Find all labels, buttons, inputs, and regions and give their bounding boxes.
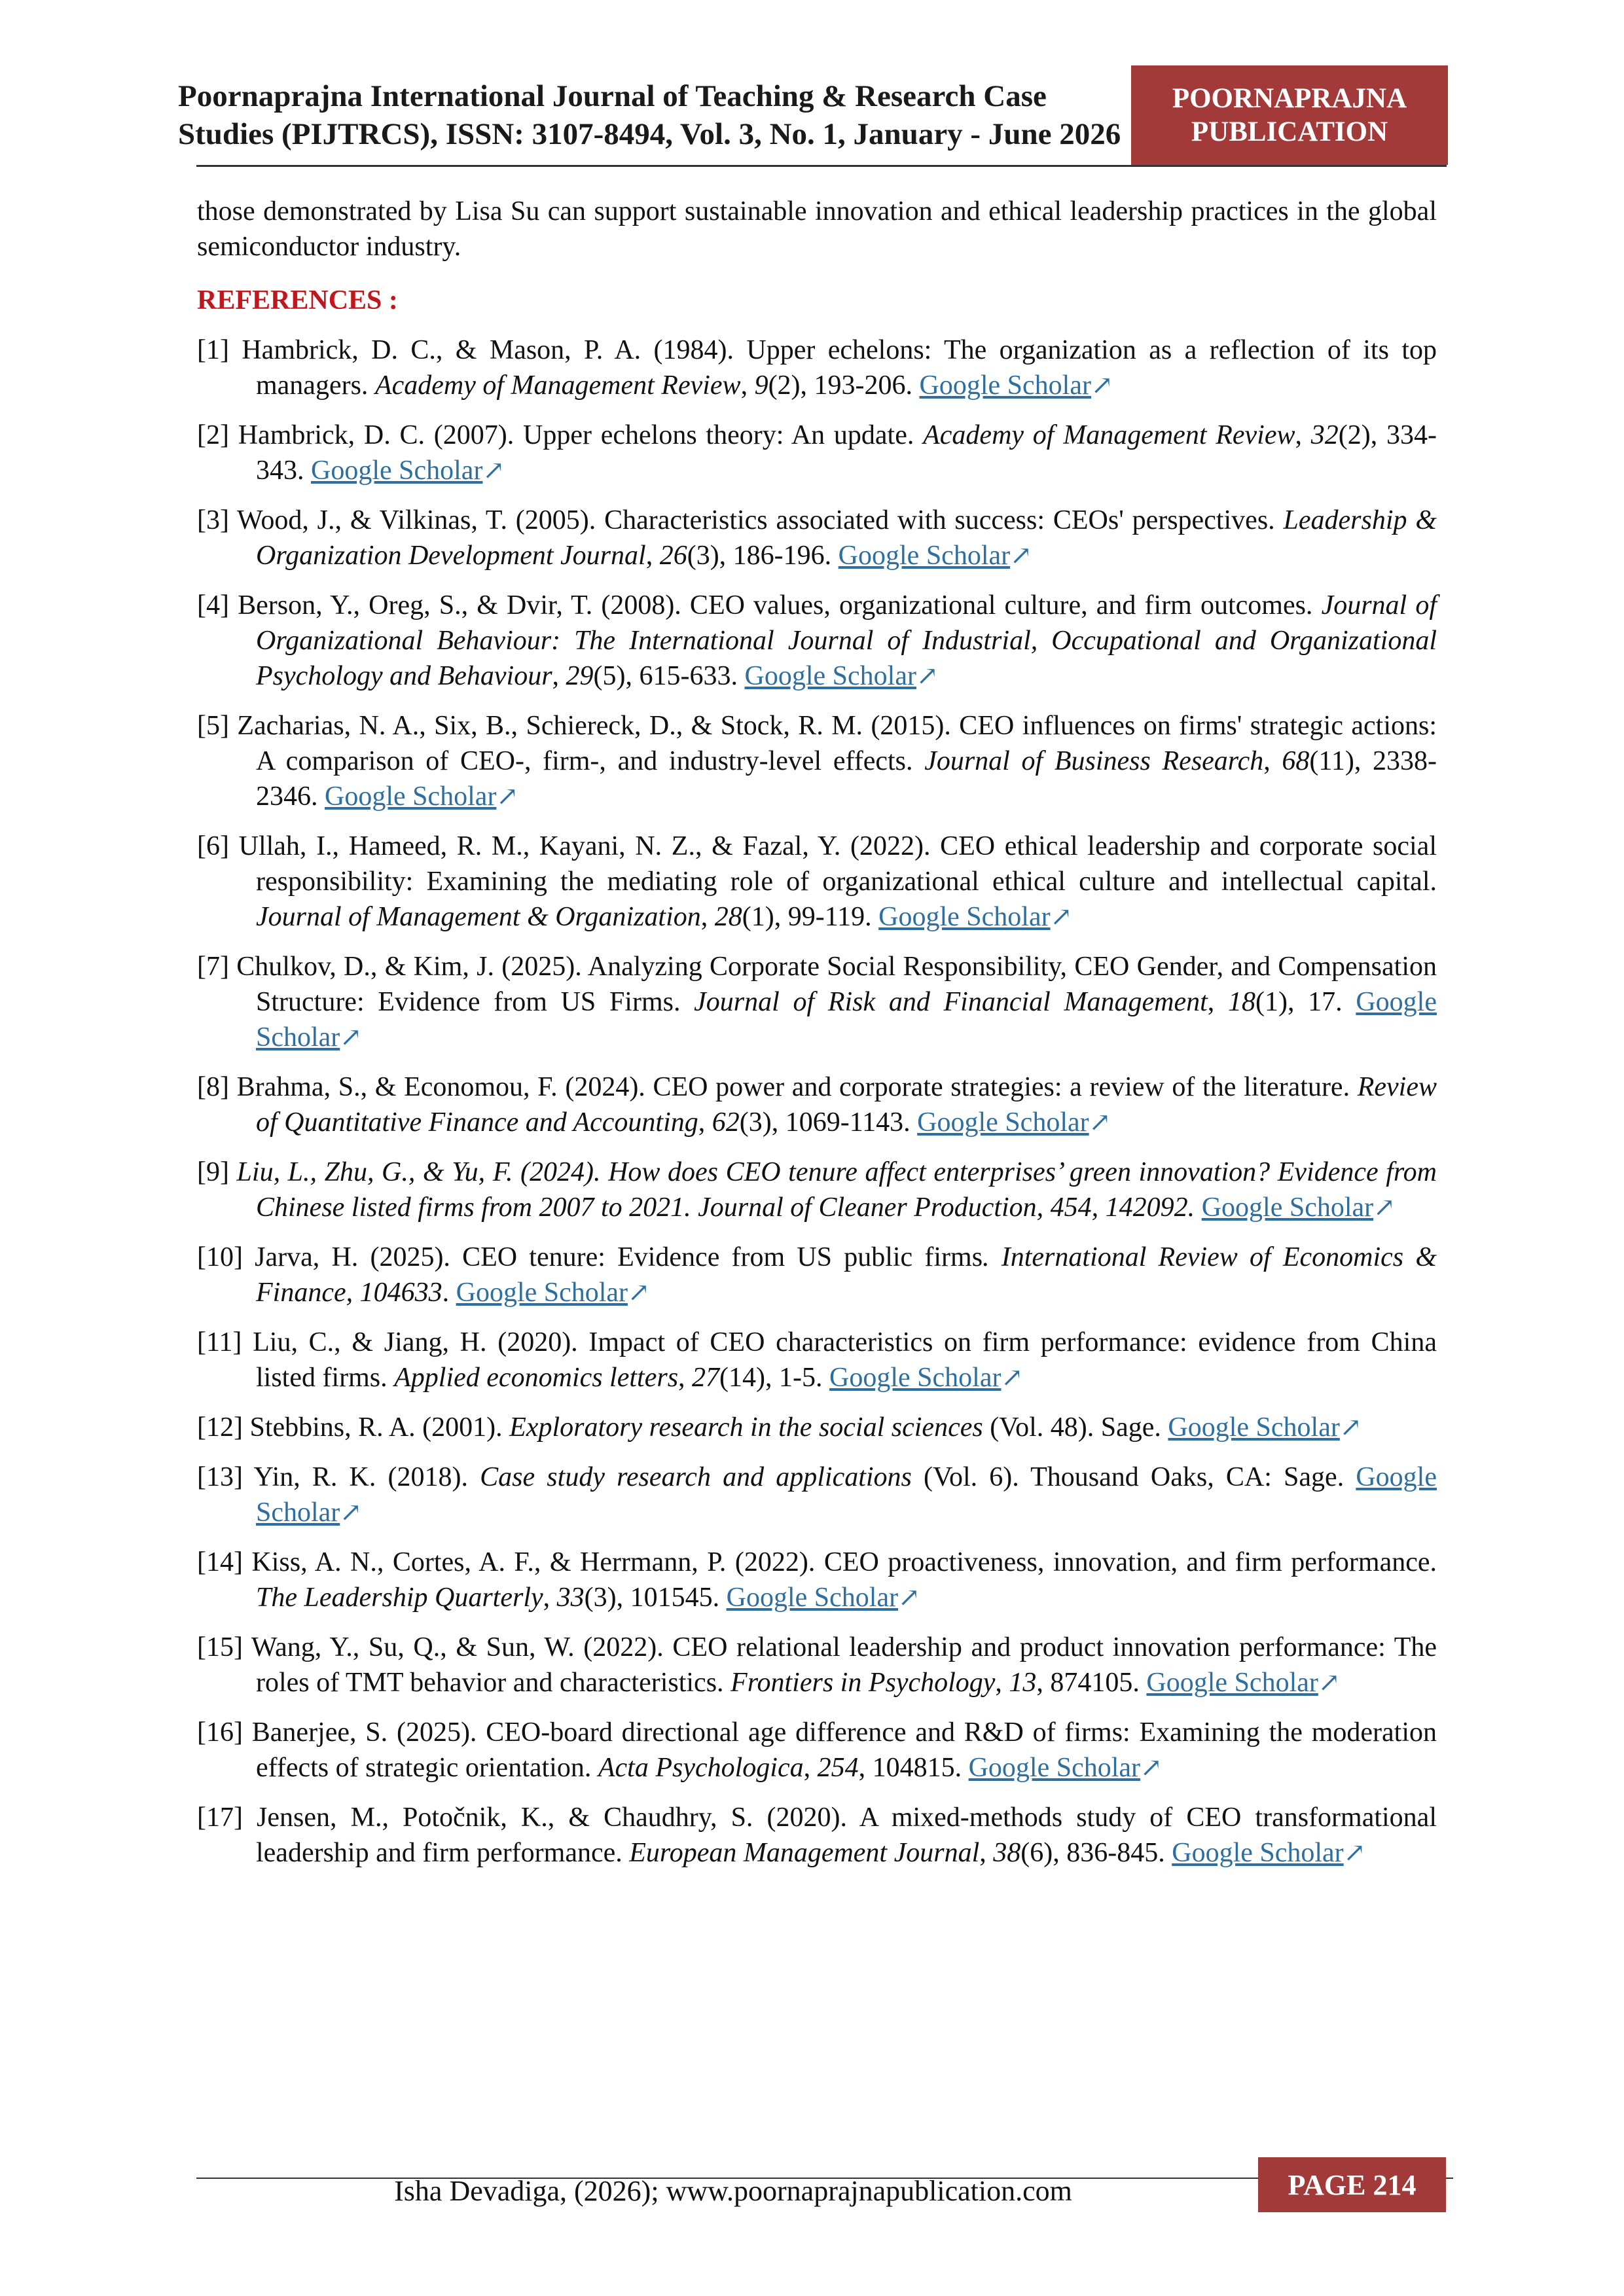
reference-item xyxy=(197,332,1437,403)
reference-volume: 9 xyxy=(754,370,768,401)
google-scholar-link[interactable]: Google Scholar xyxy=(256,987,1437,1052)
reference-journal: Applied economics letters xyxy=(394,1363,679,1393)
external-link-icon[interactable]: ↗ xyxy=(1339,1412,1362,1442)
reference-volume: 62 xyxy=(712,1107,740,1138)
reference-volume: 27 xyxy=(692,1363,720,1393)
google-scholar-link[interactable]: Google Scholar xyxy=(456,1278,628,1308)
reference-text: (11), 2338-2346. xyxy=(256,746,1437,812)
reference-text: (5), 615-633. xyxy=(593,661,745,691)
reference-text: [17] Jensen, M., Potočnik, K., & Chaudhry, S. (2020). A mixed-methods study of CEO transformational leadership and firm performance. xyxy=(197,1803,1437,1868)
publisher-badge xyxy=(1131,65,1448,165)
external-link-icon[interactable]: ↗ xyxy=(628,1278,650,1307)
reference-item xyxy=(197,1325,1437,1395)
reference-journal: Academy of Management Review xyxy=(923,420,1295,450)
reference-item xyxy=(197,1800,1437,1871)
reference-journal: Case study research and applications xyxy=(480,1462,912,1492)
reference-list xyxy=(197,332,1437,1871)
reference-item xyxy=(197,588,1437,694)
reference-item xyxy=(197,1155,1437,1225)
publisher-badge-line1: POORNAPRAJNA xyxy=(1172,83,1407,114)
reference-text: (6), 836-845. xyxy=(1020,1838,1172,1868)
reference-item xyxy=(197,418,1437,488)
reference-text: . xyxy=(442,1278,456,1308)
google-scholar-link[interactable]: Google Scholar xyxy=(1201,1193,1374,1223)
reference-text: , xyxy=(1263,746,1282,776)
reference-text: [16] Banerjee, S. (2025). CEO-board directional age difference and R&D of firms: Examining the moderation effects of strategic orientation. xyxy=(197,1717,1437,1783)
reference-text: , xyxy=(678,1363,693,1393)
reference-journal: Review of Quantitative Finance and Accounting xyxy=(256,1072,1437,1138)
external-link-icon[interactable]: ↗ xyxy=(1089,1107,1111,1137)
reference-text: , xyxy=(979,1838,994,1868)
reference-text: , 874105. xyxy=(1036,1668,1147,1698)
google-scholar-link[interactable]: Google Scholar xyxy=(744,661,916,691)
external-link-icon[interactable]: ↗ xyxy=(482,456,505,485)
external-link-icon[interactable]: ↗ xyxy=(1010,541,1032,570)
reference-text: , xyxy=(1207,987,1228,1017)
reference-item xyxy=(197,949,1437,1055)
reference-item xyxy=(197,503,1437,573)
header-divider xyxy=(196,165,1447,167)
reference-text: (14), 1-5. xyxy=(719,1363,830,1393)
external-link-icon[interactable]: ↗ xyxy=(1343,1838,1366,1867)
google-scholar-link[interactable]: Google Scholar xyxy=(256,1462,1437,1528)
reference-text: (3), 1069-1143. xyxy=(739,1107,918,1138)
publisher-badge-line2: PUBLICATION xyxy=(1191,117,1388,147)
reference-text: , xyxy=(543,1583,557,1613)
external-link-icon[interactable]: ↗ xyxy=(1001,1363,1023,1392)
reference-text: , xyxy=(645,541,660,571)
google-scholar-link[interactable]: Google Scholar xyxy=(968,1753,1141,1783)
reference-journal: Journal of Business Research xyxy=(924,746,1264,776)
google-scholar-link[interactable]: Google Scholar xyxy=(1168,1412,1340,1443)
journal-title xyxy=(178,77,1134,153)
reference-text: [2] Hambrick, D. C. (2007). Upper echelons theory: An update. xyxy=(197,420,924,450)
reference-journal: Exploratory research in the social sciences xyxy=(509,1412,983,1443)
external-link-icon[interactable]: ↗ xyxy=(496,781,518,811)
reference-text: , 104815. xyxy=(858,1753,969,1783)
reference-text: [9] xyxy=(197,1157,237,1187)
reference-volume: 32 xyxy=(1310,420,1339,450)
reference-text: , xyxy=(740,370,755,401)
reference-text: (1), 17. xyxy=(1255,987,1356,1017)
reference-volume: 28 xyxy=(714,902,742,932)
google-scholar-link[interactable]: Google Scholar xyxy=(1172,1838,1344,1868)
external-link-icon[interactable]: ↗ xyxy=(1318,1668,1341,1697)
reference-item xyxy=(197,829,1437,935)
page-number: PAGE 214 xyxy=(1258,2157,1446,2212)
reference-item xyxy=(197,708,1437,814)
reference-text: [6] Ullah, I., Hameed, R. M., Kayani, N. Z., & Fazal, Y. (2022). CEO ethical leadership and corporate social responsibility: Examining the mediating role of organizational ethical culture and intellectual capital. xyxy=(197,831,1437,897)
external-link-icon[interactable]: ↗ xyxy=(1373,1193,1396,1222)
reference-text: [10] Jarva, H. (2025). CEO tenure: Evidence from US public firms xyxy=(197,1242,983,1272)
reference-journal: Academy of Management Review xyxy=(374,370,741,401)
reference-item xyxy=(197,1630,1437,1700)
external-link-icon[interactable]: ↗ xyxy=(1091,370,1113,400)
google-scholar-link[interactable]: Google Scholar xyxy=(325,781,497,812)
journal-title-line1: Poornaprajna International Journal of Teaching & Research Case xyxy=(178,79,1047,113)
reference-text: (Vol. 48). Sage. xyxy=(983,1412,1168,1443)
google-scholar-link[interactable]: Google Scholar xyxy=(919,370,1091,401)
reference-volume: 18 xyxy=(1227,987,1255,1017)
reference-volume: 254 xyxy=(817,1753,859,1783)
reference-text: (2), 193-206. xyxy=(768,370,920,401)
page-body xyxy=(197,194,1437,1885)
reference-text: [11] Liu, C., & Jiang, H. (2020). Impact of CEO characteristics on firm performance: evidence from China listed firms. xyxy=(197,1327,1437,1393)
reference-text: , xyxy=(700,902,715,932)
references-heading: REFERENCES : xyxy=(197,285,398,315)
reference-item xyxy=(197,1410,1437,1445)
reference-volume: 38 xyxy=(993,1838,1021,1868)
reference-volume: 13 xyxy=(1009,1668,1037,1698)
google-scholar-link[interactable]: Google Scholar xyxy=(878,902,1051,932)
reference-journal: The Leadership Quarterly xyxy=(256,1583,543,1613)
reference-volume: 29 xyxy=(566,661,594,691)
reference-volume: 26 xyxy=(659,541,687,571)
reference-text: , xyxy=(552,661,566,691)
reference-journal: Acta Psychologica xyxy=(598,1753,804,1783)
reference-item xyxy=(197,1240,1437,1310)
reference-journal: Liu, L., Zhu, G., & Yu, F. (2024). How does CEO tenure affect enterprises’ green innovation? Evidence from Chinese listed firms from 2007 to 2021. Journal of Cleaner Production, 454, 142092. xyxy=(236,1157,1437,1223)
reference-text: , xyxy=(803,1753,818,1783)
reference-text: [7] Chulkov, D., & Kim, J. (2025). Analyzing Corporate Social Responsibility, CEO Gender, and Compensation Structure: Evidence from US Firms. xyxy=(197,952,1437,1017)
reference-item xyxy=(197,1460,1437,1530)
reference-text: , xyxy=(995,1668,1009,1698)
reference-volume: 68 xyxy=(1282,746,1310,776)
google-scholar-link[interactable]: Google Scholar xyxy=(838,541,1011,571)
reference-journal: Frontiers in Psychology xyxy=(731,1668,996,1698)
reference-text: [4] Berson, Y., Oreg, S., & Dvir, T. (2008). CEO values, organizational culture, and firm outcomes. xyxy=(197,590,1322,620)
reference-journal: . International Review of Economics & Finance, 104633 xyxy=(256,1242,1437,1308)
reference-journal: Journal of Risk and Financial Management xyxy=(694,987,1208,1017)
reference-text: (1), 99-119. xyxy=(742,902,879,932)
google-scholar-link[interactable]: Google Scholar xyxy=(829,1363,1001,1393)
journal-title-line2: Studies (PIJTRCS), ISSN: 3107-8494, Vol. 3, No. 1, January - June 2026 xyxy=(178,117,1121,151)
reference-text: [3] Wood, J., & Vilkinas, T. (2005). Characteristics associated with success: CEOs' perspectives. xyxy=(197,505,1284,535)
footer-citation: Isha Devadiga, (2026); www.poornaprajnapublication.com xyxy=(394,2175,1072,2207)
reference-journal: Journal of Management & Organization xyxy=(256,902,701,932)
reference-item xyxy=(197,1715,1437,1785)
google-scholar-link[interactable]: Google Scholar xyxy=(726,1583,899,1613)
reference-text: (3), 101545. xyxy=(584,1583,727,1613)
reference-item xyxy=(197,1069,1437,1140)
reference-text: [12] Stebbins, R. A. (2001). xyxy=(197,1412,510,1443)
reference-volume: 33 xyxy=(556,1583,585,1613)
external-link-icon[interactable]: ↗ xyxy=(340,1498,362,1527)
reference-journal: European Management Journal xyxy=(629,1838,980,1868)
reference-text: [15] Wang, Y., Su, Q., & Sun, W. (2022). CEO relational leadership and product innovation performance: The roles of TMT behavior and characteristics. xyxy=(197,1632,1437,1698)
reference-text: , xyxy=(1295,420,1311,450)
reference-text: [1] Hambrick, D. C., & Mason, P. A. (1984). Upper echelons: The organization as a reflection of its top managers. xyxy=(197,335,1437,401)
reference-text: [5] Zacharias, N. A., Six, B., Schiereck, D., & Stock, R. M. (2015). CEO influences on firms' strategic actions: A comparison of CEO-, firm-, and industry-level effects. xyxy=(197,711,1437,776)
google-scholar-link[interactable]: Google Scholar xyxy=(917,1107,1089,1138)
external-link-icon[interactable]: ↗ xyxy=(898,1583,920,1612)
reference-text: [13] Yin, R. K. (2018). xyxy=(197,1462,480,1492)
external-link-icon[interactable]: ↗ xyxy=(916,661,939,691)
reference-text xyxy=(1195,1193,1202,1223)
reference-journal: Journal of Organizational Behaviour: The International Journal of Industrial, Occupational and Organizational Psychology and Behaviour xyxy=(256,590,1437,691)
google-scholar-link[interactable]: Google Scholar xyxy=(311,456,483,486)
external-link-icon[interactable]: ↗ xyxy=(340,1022,362,1052)
reference-text: (3), 186-196. xyxy=(687,541,839,571)
intro-paragraph: those demonstrated by Lisa Su can support sustainable innovation and ethical leadership practices in the global semiconductor industry. xyxy=(197,196,1437,262)
reference-text: (2), 334-343. xyxy=(256,420,1437,486)
google-scholar-link[interactable]: Google Scholar xyxy=(1146,1668,1318,1698)
external-link-icon[interactable]: ↗ xyxy=(1140,1753,1163,1782)
reference-text: (Vol. 6). Thousand Oaks, CA: Sage. xyxy=(911,1462,1356,1492)
reference-journal: Leadership & Organization Development Journal xyxy=(256,505,1437,571)
reference-item xyxy=(197,1545,1437,1615)
reference-text: [14] Kiss, A. N., Cortes, A. F., & Herrmann, P. (2022). CEO proactiveness, innovation, and firm performance. xyxy=(197,1547,1437,1577)
reference-text: [8] Brahma, S., & Economou, F. (2024). CEO power and corporate strategies: a review of the literature. xyxy=(197,1072,1358,1102)
external-link-icon[interactable]: ↗ xyxy=(1050,902,1073,931)
reference-text: , xyxy=(698,1107,712,1138)
